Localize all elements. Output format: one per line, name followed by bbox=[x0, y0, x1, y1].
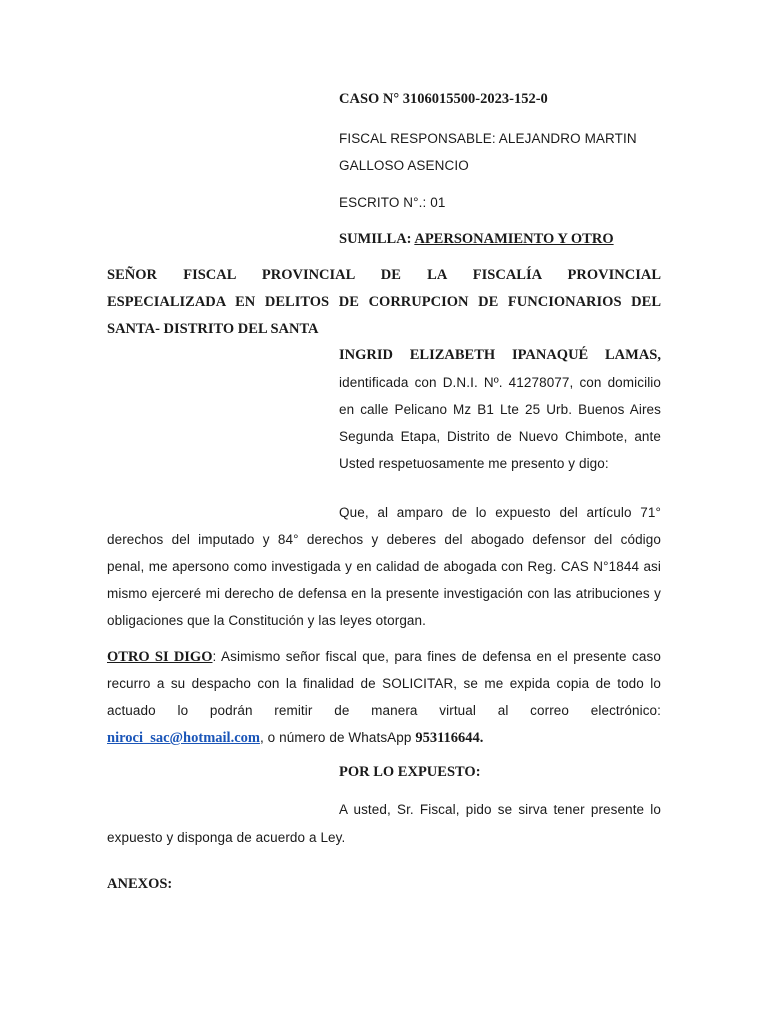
sumilla-label: SUMILLA: bbox=[339, 231, 412, 247]
sumilla-value: APERSONAMIENTO Y OTRO bbox=[414, 231, 614, 247]
fiscal-responsable bbox=[339, 124, 661, 178]
body-paragraph-1-start bbox=[339, 499, 661, 526]
body1-line-2: derechos del imputado y 84° derechos y deberes del abogado defensor del código bbox=[107, 532, 661, 547]
body1-line-5: obligaciones que la Constitución y las leyes otorgan. bbox=[107, 613, 426, 628]
closing-paragraph-start bbox=[339, 796, 661, 823]
body1-line-3: penal, me apersono como investigada y en calidad de abogada con Reg. CAS N°1844 asi bbox=[107, 559, 661, 574]
por-lo-expuesto: POR LO EXPUESTO: bbox=[339, 764, 481, 780]
otrosi-label: OTRO SI DIGO bbox=[107, 649, 213, 665]
closing-line-2: expuesto y disponga de acuerdo a Ley. bbox=[107, 830, 346, 845]
otrosi-line-4-mid: , o número de WhatsApp bbox=[259, 730, 416, 745]
email-link[interactable]: niroci_sac@hotmail.com bbox=[107, 730, 260, 746]
anexos-heading: ANEXOS: bbox=[107, 876, 173, 892]
party-line-5: Usted respetuosamente me presento y digo: bbox=[339, 456, 609, 471]
sumilla bbox=[339, 226, 661, 253]
otro-si-digo bbox=[107, 643, 661, 751]
addressee-line-2: ESPECIALIZADA EN DELITOS DE CORRUPCION DE FUNCIONARIOS DEL bbox=[107, 294, 661, 310]
closing-line-1: A usted, Sr. Fiscal, pido se sirva tener presente lo bbox=[339, 802, 661, 817]
otrosi-line-1-rest: : Asimismo señor fiscal que, para fines de defensa en el presente caso bbox=[212, 649, 661, 664]
whatsapp-number: 953116644. bbox=[415, 730, 484, 746]
addressee bbox=[107, 262, 661, 343]
addressee-line-1: SEÑOR FISCAL PROVINCIAL DE LA FISCALÍA PROVINCIAL bbox=[107, 267, 661, 283]
party-name: INGRID ELIZABETH IPANAQUÉ LAMAS, bbox=[339, 347, 661, 363]
party-identification bbox=[339, 342, 661, 477]
body1-line-4: mismo ejerceré mi derecho de defensa en la presente investigación con las atribuciones y bbox=[107, 586, 661, 601]
otrosi-line-2: recurro a su despacho con la finalidad de SOLICITAR, se me expida copia de todo lo bbox=[107, 676, 661, 691]
otrosi-line-3: actuado lo podrán remitir de manera virtual al correo electrónico: bbox=[107, 703, 661, 718]
case-number: CASO N° 3106015500-2023-152-0 bbox=[339, 91, 548, 107]
party-line-4: Segunda Etapa, Distrito de Nuevo Chimbote, ante bbox=[339, 429, 661, 444]
fiscal-responsable-line-2: GALLOSO ASENCIO bbox=[339, 158, 469, 173]
body-paragraph-1 bbox=[107, 526, 661, 634]
escrito-number: ESCRITO N°.: 01 bbox=[339, 195, 446, 210]
otrosi-line-1 bbox=[107, 643, 661, 670]
closing-paragraph bbox=[107, 824, 661, 851]
otrosi-line-4 bbox=[107, 724, 661, 751]
party-line-3: en calle Pelicano Mz B1 Lte 25 Urb. Buenos Aires bbox=[339, 402, 661, 417]
addressee-line-3: SANTA- DISTRITO DEL SANTA bbox=[107, 321, 319, 337]
fiscal-responsable-line-1: FISCAL RESPONSABLE: ALEJANDRO MARTIN bbox=[339, 131, 637, 146]
party-line-2: identificada con D.N.I. Nº. 41278077, con domicilio bbox=[339, 375, 661, 390]
body1-line-1: Que, al amparo de lo expuesto del artículo 71° bbox=[339, 505, 661, 520]
